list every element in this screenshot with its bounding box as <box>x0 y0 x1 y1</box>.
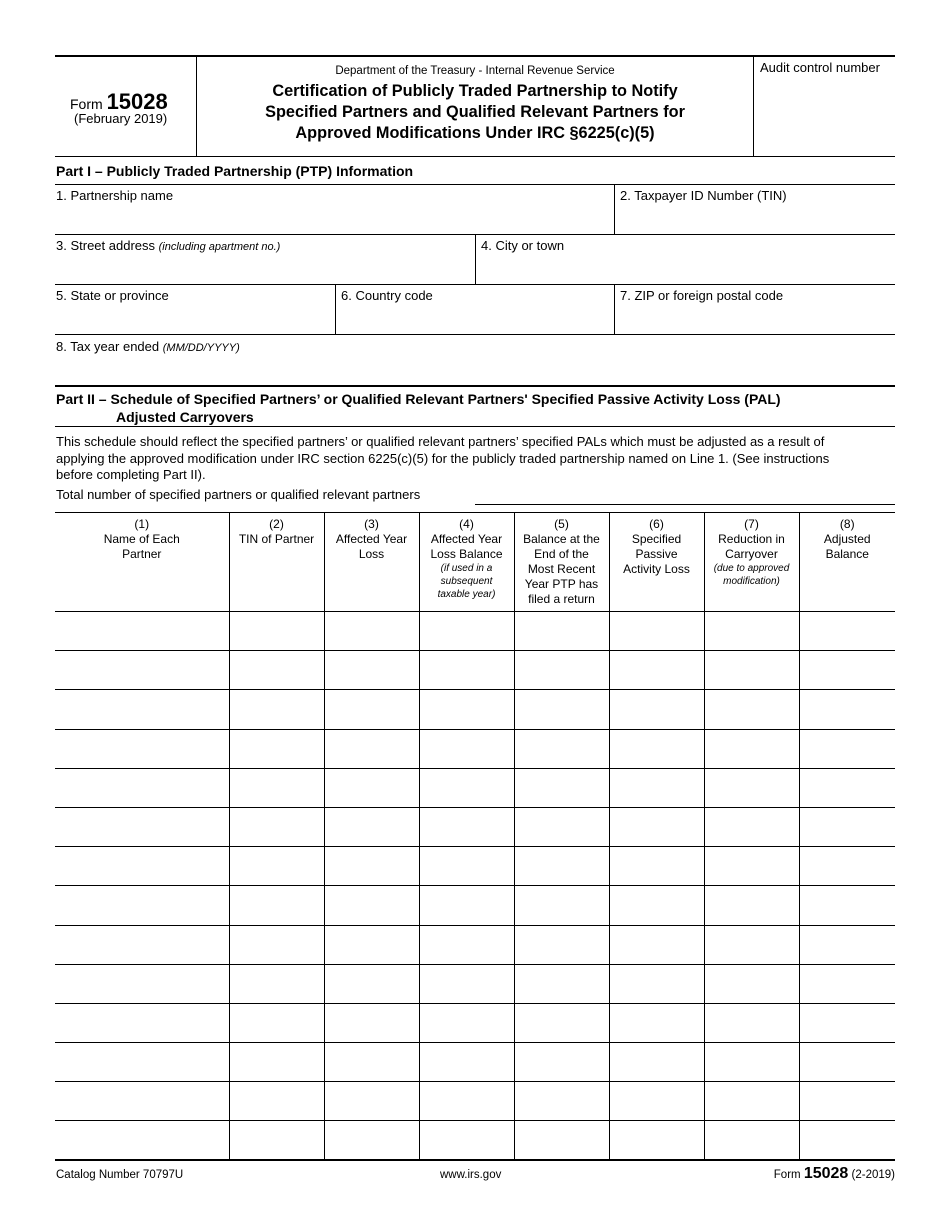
department: Department of the Treasury - Internal Revenue Service <box>335 65 615 77</box>
table-cell-col-3[interactable] <box>324 1003 419 1042</box>
country-code-field[interactable]: 6. Country code <box>335 285 614 334</box>
audit-control-field[interactable] <box>754 57 895 157</box>
table-body <box>55 612 895 1161</box>
zip-field[interactable]: 7. ZIP or foreign postal code <box>614 285 895 334</box>
column-header-5: (5) Balance at the End of the Most Recent Year PTP has filed a return <box>514 513 609 612</box>
table-cell-col-8[interactable] <box>799 1003 895 1042</box>
table-cell-col-7[interactable] <box>704 886 799 925</box>
table-cell-col-7[interactable] <box>704 612 799 651</box>
table-cell-col-2[interactable] <box>229 886 324 925</box>
table-cell-col-2[interactable] <box>229 612 324 651</box>
table-cell-col-3[interactable] <box>324 768 419 807</box>
form-id-block <box>55 57 197 157</box>
table-cell-col-8[interactable] <box>799 964 895 1003</box>
form-title-block <box>197 57 754 157</box>
table-cell-col-5[interactable] <box>514 925 609 964</box>
table-row <box>55 1043 895 1082</box>
table-cell-col-3[interactable] <box>324 1121 419 1160</box>
table-cell-col-7[interactable] <box>704 1121 799 1160</box>
table-cell-col-5[interactable] <box>514 1121 609 1160</box>
table-cell-col-4[interactable] <box>419 612 514 651</box>
tin-field[interactable]: 2. Taxpayer ID Number (TIN) <box>614 185 895 234</box>
table-cell-col-5[interactable] <box>514 1082 609 1121</box>
table-cell-col-4[interactable] <box>419 1043 514 1082</box>
table-cell-col-5[interactable] <box>514 886 609 925</box>
table-cell-col-7[interactable] <box>704 768 799 807</box>
table-cell-col-6[interactable] <box>609 690 704 729</box>
table-cell-col-4[interactable] <box>419 847 514 886</box>
table-row <box>55 886 895 925</box>
column-header-1: (1) Name of Each Partner <box>55 513 229 612</box>
table-cell-col-8[interactable] <box>799 886 895 925</box>
table-cell-col-8[interactable] <box>799 807 895 846</box>
form-footer <box>55 1161 895 1191</box>
table-cell-col-4[interactable] <box>419 1082 514 1121</box>
table-cell-col-7[interactable] <box>704 847 799 886</box>
column-header-7: (7) Reduction in Carryover (due to approved modification) <box>704 513 799 612</box>
column-header-3: (3) Affected Year Loss <box>324 513 419 612</box>
column-header-2: (2) TIN of Partner <box>229 513 324 612</box>
table-cell-col-5[interactable] <box>514 847 609 886</box>
table-cell-col-5[interactable] <box>514 729 609 768</box>
table-cell-col-8[interactable] <box>799 1043 895 1082</box>
table-cell-col-7[interactable] <box>704 925 799 964</box>
table-cell-col-5[interactable] <box>514 768 609 807</box>
state-field[interactable]: 5. State or province <box>56 288 169 303</box>
table-cell-col-1[interactable] <box>55 651 229 690</box>
table-cell-col-8[interactable] <box>799 729 895 768</box>
table-cell-col-1[interactable] <box>55 964 229 1003</box>
table-cell-col-2[interactable] <box>229 729 324 768</box>
table-cell-col-4[interactable] <box>419 690 514 729</box>
table-cell-col-2[interactable] <box>229 1003 324 1042</box>
table-cell-col-7[interactable] <box>704 1043 799 1082</box>
column-header-4: (4) Affected Year Loss Balance (if used in a subsequent taxable year) <box>419 513 514 612</box>
table-cell-col-2[interactable] <box>229 690 324 729</box>
table-cell-col-4[interactable] <box>419 651 514 690</box>
table-cell-col-5[interactable] <box>514 690 609 729</box>
table-cell-col-8[interactable] <box>799 925 895 964</box>
catalog-number: Catalog Number 70797U <box>56 1169 184 1182</box>
table-cell-col-6[interactable] <box>609 768 704 807</box>
table-cell-col-1[interactable] <box>55 847 229 886</box>
table-cell-col-5[interactable] <box>514 1043 609 1082</box>
table-cell-col-6[interactable] <box>609 1082 704 1121</box>
table-cell-col-5[interactable] <box>514 1003 609 1042</box>
table-cell-col-4[interactable] <box>419 729 514 768</box>
table-cell-col-5[interactable] <box>514 807 609 846</box>
footer-form-id: Form 15028 (2-2019) <box>773 1165 895 1183</box>
table-cell-col-6[interactable] <box>609 612 704 651</box>
table-cell-col-1[interactable] <box>55 1082 229 1121</box>
table-cell-col-4[interactable] <box>419 964 514 1003</box>
column-header-8: (8) Adjusted Balance <box>799 513 895 612</box>
table-cell-col-5[interactable] <box>514 651 609 690</box>
part1-title: Part I – Publicly Traded Partnership (PTP) Information <box>55 157 895 185</box>
table-cell-col-3[interactable] <box>324 651 419 690</box>
table-row <box>55 1121 895 1160</box>
table-cell-col-4[interactable] <box>419 925 514 964</box>
part1-row-3 <box>55 285 895 335</box>
table-row <box>55 651 895 690</box>
table-cell-col-8[interactable] <box>799 690 895 729</box>
table-cell-col-3[interactable] <box>324 1043 419 1082</box>
table-cell-col-6[interactable] <box>609 651 704 690</box>
table-cell-col-1[interactable] <box>55 729 229 768</box>
table-cell-col-1[interactable] <box>55 886 229 925</box>
table-cell-col-6[interactable] <box>609 847 704 886</box>
table-cell-col-1[interactable] <box>55 690 229 729</box>
form-title: Certification of Publicly Traded Partnership to Notify Specified Partners and Qualified Relevant Partners for Approved Modifications Under IRC §6225(c)(5) <box>265 82 685 142</box>
table-cell-col-6[interactable] <box>609 729 704 768</box>
table-cell-col-6[interactable] <box>609 807 704 846</box>
table-cell-col-7[interactable] <box>704 729 799 768</box>
table-header-row <box>55 513 895 612</box>
table-cell-col-2[interactable] <box>229 651 324 690</box>
table-cell-col-2[interactable] <box>229 925 324 964</box>
table-cell-col-2[interactable] <box>229 1043 324 1082</box>
form-label: Form 15028 <box>70 89 168 114</box>
irs-website: www.irs.gov <box>440 1169 502 1182</box>
table-cell-col-3[interactable] <box>324 886 419 925</box>
table-cell-col-4[interactable] <box>419 1121 514 1160</box>
table-cell-col-2[interactable] <box>229 847 324 886</box>
table-cell-col-7[interactable] <box>704 807 799 846</box>
form-date: (February 2019) <box>74 111 168 126</box>
table-cell-col-1[interactable] <box>55 925 229 964</box>
table-cell-col-3[interactable] <box>324 1082 419 1121</box>
table-cell-col-3[interactable] <box>324 690 419 729</box>
table-cell-col-1[interactable] <box>55 1121 229 1160</box>
table-cell-col-8[interactable] <box>799 1121 895 1160</box>
table-cell-col-7[interactable] <box>704 690 799 729</box>
table-cell-col-3[interactable] <box>324 612 419 651</box>
table-cell-col-3[interactable] <box>324 807 419 846</box>
table-cell-col-7[interactable] <box>704 964 799 1003</box>
table-row <box>55 1003 895 1042</box>
street-address-field[interactable]: 3. Street address (including apartment no.) <box>56 238 281 253</box>
pal-schedule-table <box>55 512 895 1161</box>
part1-row-4 <box>55 335 895 385</box>
table-row <box>55 1082 895 1121</box>
table-cell-col-6[interactable] <box>609 964 704 1003</box>
total-partners-label: Total number of specified partners or qualified relevant partners <box>56 487 421 502</box>
table-cell-col-7[interactable] <box>704 1003 799 1042</box>
table-cell-col-7[interactable] <box>704 1082 799 1121</box>
table-cell-col-1[interactable] <box>55 768 229 807</box>
table-cell-col-4[interactable] <box>419 768 514 807</box>
table-cell-col-4[interactable] <box>419 886 514 925</box>
table-cell-col-6[interactable] <box>609 886 704 925</box>
table-cell-col-6[interactable] <box>609 1121 704 1160</box>
part2-title: Part II – Schedule of Specified Partners’ or Qualified Relevant Partners' Specified Passive Activity Loss (PAL) Adjusted Carryovers <box>55 385 895 427</box>
table-cell-col-2[interactable] <box>229 1121 324 1160</box>
table-cell-col-8[interactable] <box>799 612 895 651</box>
column-header-6: (6) Specified Passive Activity Loss <box>609 513 704 612</box>
table-cell-col-4[interactable] <box>419 1003 514 1042</box>
table-cell-col-7[interactable] <box>704 651 799 690</box>
partnership-name-field[interactable]: 1. Partnership name <box>56 188 174 203</box>
audit-label: Audit control number <box>760 60 880 75</box>
table-cell-col-8[interactable] <box>799 651 895 690</box>
table-cell-col-6[interactable] <box>609 1003 704 1042</box>
form-header <box>55 55 895 157</box>
table-cell-col-3[interactable] <box>324 964 419 1003</box>
table-row <box>55 768 895 807</box>
table-cell-col-2[interactable] <box>229 1082 324 1121</box>
table-row <box>55 807 895 846</box>
table-cell-col-6[interactable] <box>609 1043 704 1082</box>
table-cell-col-8[interactable] <box>799 847 895 886</box>
table-cell-col-3[interactable] <box>324 847 419 886</box>
table-cell-col-5[interactable] <box>514 612 609 651</box>
table-cell-col-8[interactable] <box>799 1082 895 1121</box>
table-cell-col-5[interactable] <box>514 964 609 1003</box>
total-partners-row <box>55 483 895 512</box>
irs-form-15028 <box>55 55 895 1191</box>
table-row <box>55 847 895 886</box>
table-cell-col-6[interactable] <box>609 925 704 964</box>
part1-row-1 <box>55 185 895 235</box>
table-cell-col-1[interactable] <box>55 807 229 846</box>
tax-year-field[interactable]: 8. Tax year ended (MM/DD/YYYY) <box>56 339 240 354</box>
table-cell-col-1[interactable] <box>55 1043 229 1082</box>
table-cell-col-2[interactable] <box>229 964 324 1003</box>
table-cell-col-3[interactable] <box>324 729 419 768</box>
table-cell-col-1[interactable] <box>55 612 229 651</box>
table-cell-col-4[interactable] <box>419 807 514 846</box>
table-row <box>55 964 895 1003</box>
table-cell-col-3[interactable] <box>324 925 419 964</box>
table-cell-col-1[interactable] <box>55 1003 229 1042</box>
table-cell-col-8[interactable] <box>799 768 895 807</box>
table-row <box>55 729 895 768</box>
city-field[interactable]: 4. City or town <box>475 235 895 284</box>
total-partners-input[interactable] <box>475 504 895 505</box>
table-row <box>55 690 895 729</box>
table-row <box>55 612 895 651</box>
table-row <box>55 925 895 964</box>
part1-row-2 <box>55 235 895 285</box>
table-cell-col-2[interactable] <box>229 807 324 846</box>
table-cell-col-2[interactable] <box>229 768 324 807</box>
part2-instructions: This schedule should reflect the specified partners’ or qualified relevant partners’ specified PALs which must be adjusted as a result of applying the approved modification under IRC section 6225(c)(5) for the publicly traded partnership named on Line 1. (See instructions before completing Part II). <box>56 434 830 482</box>
form-number: 15028 <box>106 89 168 114</box>
